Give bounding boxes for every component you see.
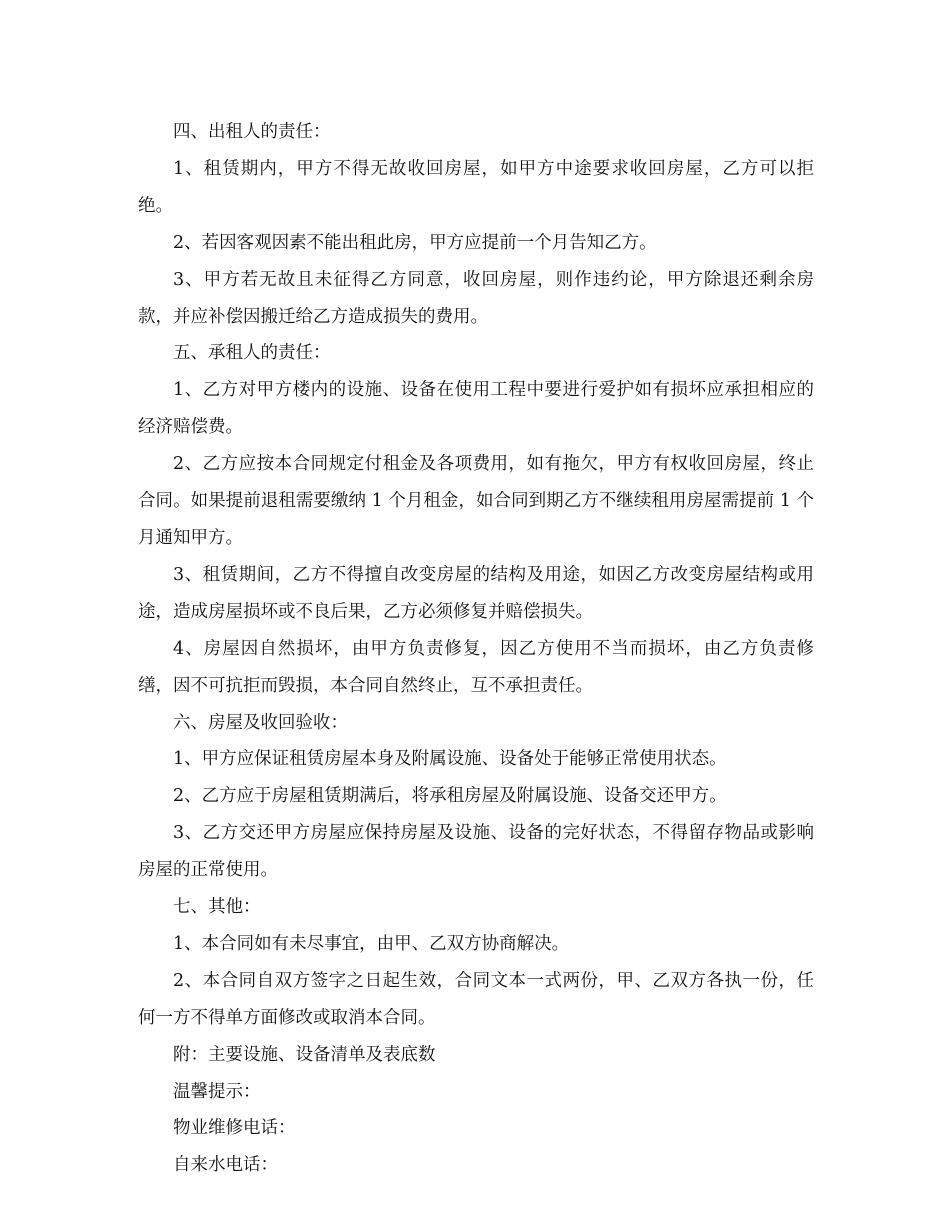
clause-paragraph: 1、本合同如有未尽事宜，由甲、乙双方协商解决。 xyxy=(173,933,570,954)
clause-paragraph: 1、乙方对甲方楼内的设施、设备在使用工程中要进行爱护如有损坏应承担相应的经济赔偿费。 xyxy=(138,380,814,438)
reminder-label: 温馨提示： xyxy=(173,1081,261,1102)
clause-paragraph: 1、租赁期内，甲方不得无故收回房屋，如甲方中途要求收回房屋，乙方可以拒绝。 xyxy=(138,158,814,216)
property-repair-phone-label: 物业维修电话： xyxy=(173,1118,296,1139)
section-heading-lessor-responsibility: 四、出租人的责任： xyxy=(173,122,331,142)
document-body xyxy=(138,114,814,1184)
clause-paragraph: 3、租赁期间，乙方不得擅自改变房屋的结构及用途，如因乙方改变房屋结构或用途，造成房屋损坏或不良后果，乙方必须修复并赔偿损失。 xyxy=(138,564,814,622)
attachment-note: 附：主要设施、设备清单及表底数 xyxy=(173,1044,436,1065)
section-heading-other: 七、其他： xyxy=(173,897,261,918)
clause-paragraph: 2、乙方应按本合同规定付租金及各项费用，如有拖欠，甲方有权收回房屋，终止合同。如果提前退租需要缴纳 1 个月租金，如合同到期乙方不继续租用房屋需提前 1 个月通知甲方。 xyxy=(138,454,814,548)
clause-paragraph: 3、乙方交还甲方房屋应保持房屋及设施、设备的完好状态，不得留存物品或影响房屋的正常使用。 xyxy=(138,823,814,881)
section-heading-house-return-inspection: 六、房屋及收回验收： xyxy=(173,712,348,733)
clause-paragraph: 3、甲方若无故且未征得乙方同意，收回房屋，则作违约论，甲方除退还剩余房款，并应补偿因搬迁给乙方造成损失的费用。 xyxy=(138,269,814,327)
water-phone-label: 自来水电话： xyxy=(173,1155,278,1176)
clause-paragraph: 4、房屋因自然损坏，由甲方负责修复，因乙方使用不当而损坏，由乙方负责修缮，因不可抗拒而毁损，本合同自然终止，互不承担责任。 xyxy=(138,638,814,696)
clause-paragraph: 2、本合同自双方签字之日起生效，合同文本一式两份，甲、乙双方各执一份，任何一方不得单方面修改或取消本合同。 xyxy=(138,970,814,1028)
clause-paragraph: 1、甲方应保证租赁房屋本身及附属设施、设备处于能够正常使用状态。 xyxy=(173,749,727,770)
clause-paragraph: 2、若因客观因素不能出租此房，甲方应提前一个月告知乙方。 xyxy=(173,232,657,253)
section-heading-lessee-responsibility: 五、承租人的责任： xyxy=(173,343,331,364)
clause-paragraph: 2、乙方应于房屋租赁期满后，将承租房屋及附属设施、设备交还甲方。 xyxy=(173,786,727,807)
